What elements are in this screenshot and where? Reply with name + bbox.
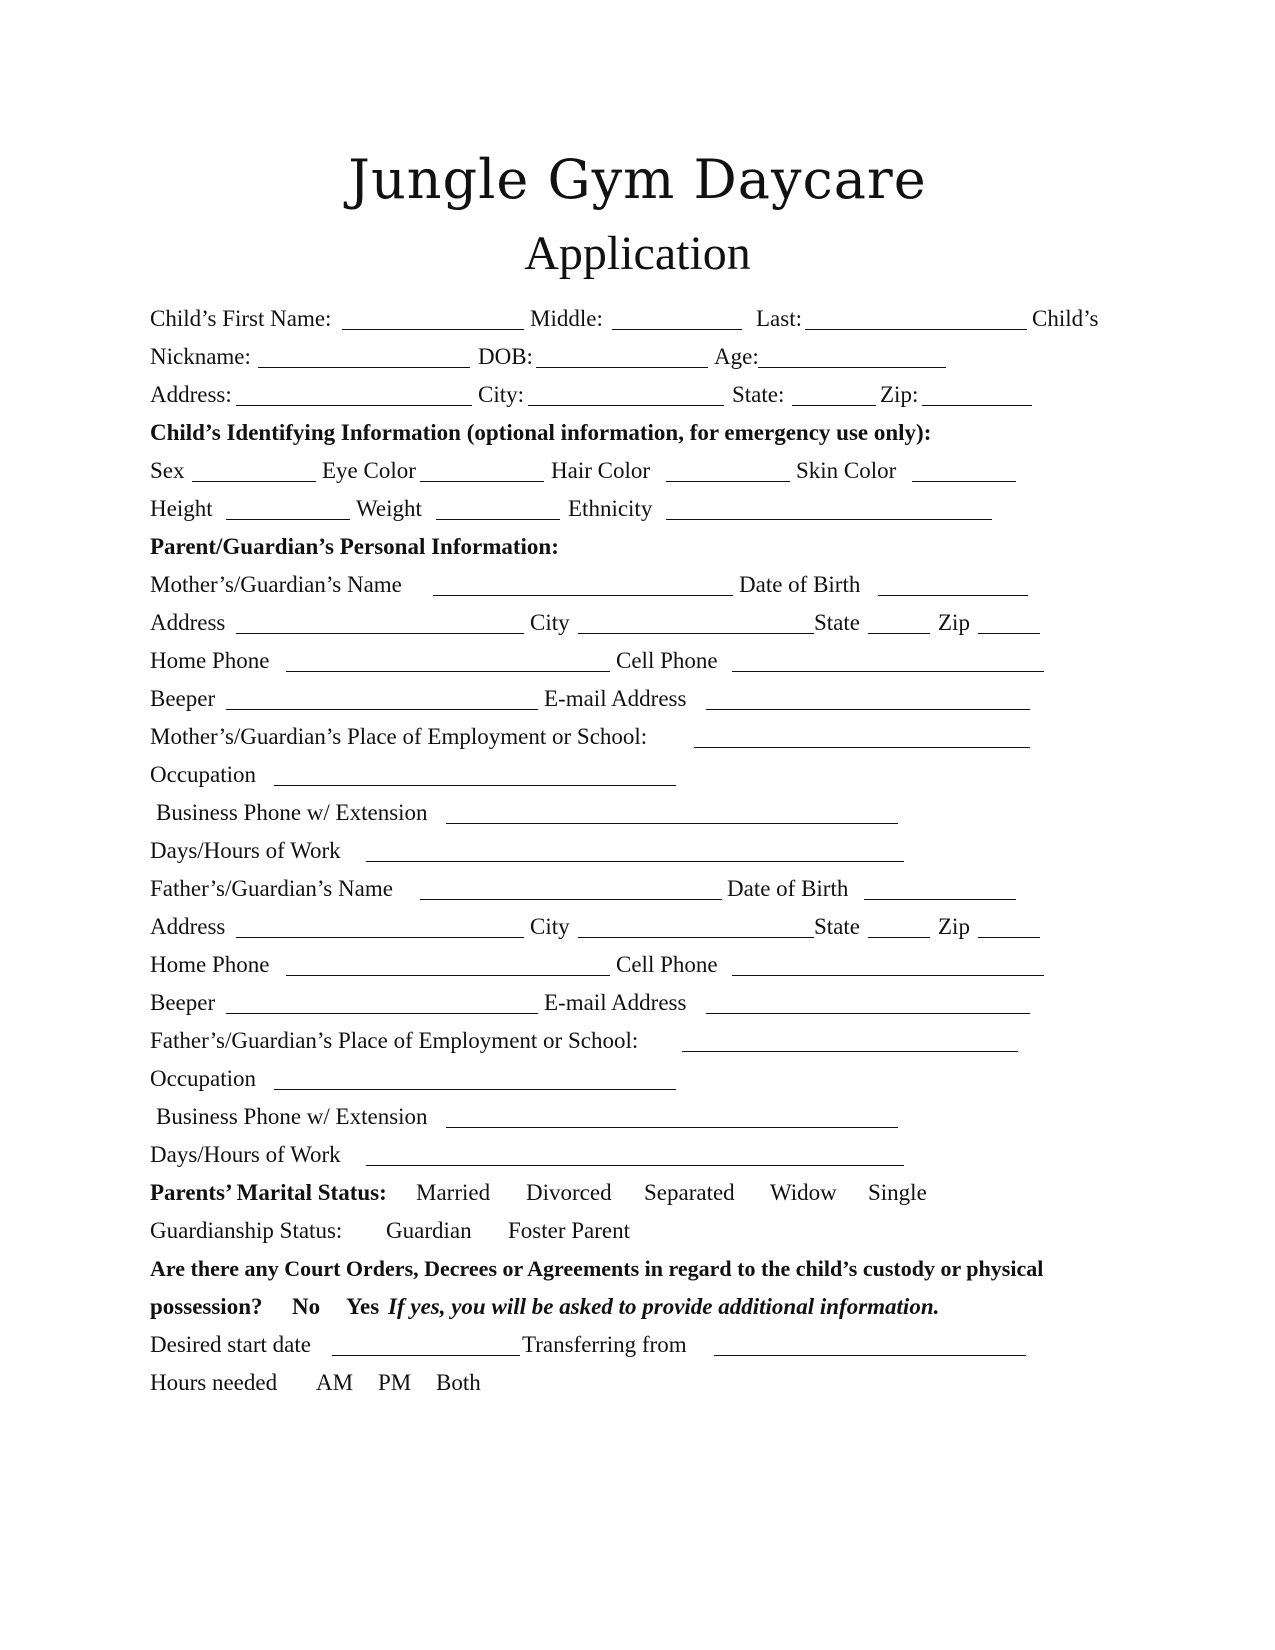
- mother-employment-label: Mother’s/Guardian’s Place of Employment or School:: [150, 724, 648, 749]
- guardianship-option-guardian[interactable]: Guardian: [386, 1218, 472, 1243]
- mother-state-field[interactable]: [868, 608, 930, 634]
- mother-address-label: Address: [150, 610, 226, 635]
- middle-name-field[interactable]: [612, 304, 742, 330]
- father-days-hours-label: Days/Hours of Work: [150, 1142, 341, 1167]
- mother-home-phone-label: Home Phone: [150, 648, 270, 673]
- eye-color-field[interactable]: [420, 456, 544, 482]
- daycare-title: Jungle Gym Daycare: [348, 148, 927, 211]
- mother-business-phone-label: Business Phone w/ Extension: [156, 800, 428, 825]
- father-zip-label: Zip: [938, 914, 970, 939]
- father-name-label: Father’s/Guardian’s Name: [150, 876, 393, 901]
- mother-days-hours-label: Days/Hours of Work: [150, 838, 341, 863]
- mother-home-phone-field[interactable]: [286, 646, 610, 672]
- court-note: If yes, you will be asked to provide additional information.: [388, 1294, 940, 1319]
- guardianship-option-foster-parent[interactable]: Foster Parent: [508, 1218, 631, 1243]
- mother-occupation-label: Occupation: [150, 762, 257, 787]
- application-title: Application: [524, 227, 751, 280]
- father-email-label: E-mail Address: [544, 990, 687, 1015]
- marital-option-widow[interactable]: Widow: [770, 1180, 837, 1205]
- father-cell-phone-field[interactable]: [732, 950, 1044, 976]
- father-business-phone-field[interactable]: [446, 1102, 898, 1128]
- father-home-phone-field[interactable]: [286, 950, 610, 976]
- first-name-label: Child’s First Name:: [150, 306, 332, 331]
- dob-field[interactable]: [536, 342, 708, 368]
- mother-address-field[interactable]: [236, 608, 524, 634]
- court-question: Are there any Court Orders, Decrees or Agreements in regard to the child’s custody or physical: [150, 1256, 1044, 1281]
- zip-field[interactable]: [922, 380, 1032, 406]
- mother-employment-field[interactable]: [694, 722, 1030, 748]
- ethnicity-field[interactable]: [666, 494, 992, 520]
- marital-status-label: Parents’ Marital Status:: [150, 1180, 387, 1205]
- weight-field[interactable]: [436, 494, 560, 520]
- mother-occupation-field[interactable]: [274, 760, 676, 786]
- father-beeper-field[interactable]: [226, 988, 538, 1014]
- mother-beeper-label: Beeper: [150, 686, 216, 711]
- address-label: Address:: [150, 382, 232, 407]
- father-state-label: State: [814, 914, 860, 939]
- mother-name-field[interactable]: [433, 570, 733, 596]
- father-email-field[interactable]: [706, 988, 1030, 1014]
- father-dob-field[interactable]: [864, 874, 1016, 900]
- ethnicity-label: Ethnicity: [568, 496, 653, 521]
- state-label: State:: [732, 382, 785, 407]
- age-field[interactable]: [758, 342, 946, 368]
- father-dob-label: Date of Birth: [727, 876, 849, 901]
- zip-label: Zip:: [880, 382, 919, 407]
- start-date-label: Desired start date: [150, 1332, 311, 1357]
- first-name-field[interactable]: [342, 304, 524, 330]
- father-business-phone-label: Business Phone w/ Extension: [156, 1104, 428, 1129]
- marital-option-married[interactable]: Married: [416, 1180, 491, 1205]
- marital-option-divorced[interactable]: Divorced: [526, 1180, 612, 1205]
- mother-cell-phone-field[interactable]: [732, 646, 1044, 672]
- transferring-field[interactable]: [714, 1330, 1026, 1356]
- sex-field[interactable]: [192, 456, 316, 482]
- mother-days-hours-field[interactable]: [366, 836, 904, 862]
- dob-label: DOB:: [478, 344, 533, 369]
- marital-option-separated[interactable]: Separated: [644, 1180, 735, 1205]
- height-field[interactable]: [226, 494, 350, 520]
- childs-label: Child’s: [1032, 306, 1099, 331]
- middle-name-label: Middle:: [530, 306, 603, 331]
- nickname-field[interactable]: [258, 342, 470, 368]
- father-state-field[interactable]: [868, 912, 930, 938]
- father-days-hours-field[interactable]: [366, 1140, 904, 1166]
- eye-color-label: Eye Color: [322, 458, 416, 483]
- mother-dob-field[interactable]: [878, 570, 1028, 596]
- hair-color-field[interactable]: [666, 456, 790, 482]
- mother-city-field[interactable]: [578, 608, 814, 634]
- weight-label: Weight: [356, 496, 422, 521]
- hours-option-am[interactable]: AM: [316, 1370, 354, 1395]
- father-name-field[interactable]: [420, 874, 722, 900]
- parent-heading: Parent/Guardian’s Personal Information:: [150, 534, 559, 559]
- marital-option-single[interactable]: Single: [868, 1180, 927, 1205]
- height-label: Height: [150, 496, 213, 521]
- father-city-field[interactable]: [578, 912, 814, 938]
- skin-color-label: Skin Color: [796, 458, 897, 483]
- transferring-label: Transferring from: [522, 1332, 687, 1357]
- father-cell-phone-label: Cell Phone: [616, 952, 718, 977]
- mother-state-label: State: [814, 610, 860, 635]
- hours-option-both[interactable]: Both: [436, 1370, 481, 1395]
- last-name-label: Last:: [756, 306, 802, 331]
- hair-color-label: Hair Color: [551, 458, 651, 483]
- mother-email-label: E-mail Address: [544, 686, 687, 711]
- mother-city-label: City: [530, 610, 570, 635]
- mother-business-phone-field[interactable]: [446, 798, 898, 824]
- city-label: City:: [478, 382, 525, 407]
- father-home-phone-label: Home Phone: [150, 952, 270, 977]
- father-city-label: City: [530, 914, 570, 939]
- court-option-yes[interactable]: Yes: [346, 1294, 380, 1319]
- mother-name-label: Mother’s/Guardian’s Name: [150, 572, 402, 597]
- mother-beeper-field[interactable]: [226, 684, 538, 710]
- mother-email-field[interactable]: [706, 684, 1030, 710]
- mother-dob-label: Date of Birth: [739, 572, 861, 597]
- start-date-field[interactable]: [332, 1330, 520, 1356]
- father-employment-field[interactable]: [682, 1026, 1018, 1052]
- last-name-field[interactable]: [805, 304, 1027, 330]
- mother-zip-label: Zip: [938, 610, 970, 635]
- father-occupation-label: Occupation: [150, 1066, 257, 1091]
- father-address-label: Address: [150, 914, 226, 939]
- age-label: Age:: [714, 344, 759, 369]
- state-field[interactable]: [792, 380, 876, 406]
- father-beeper-label: Beeper: [150, 990, 216, 1015]
- father-employment-label: Father’s/Guardian’s Place of Employment or School:: [150, 1028, 639, 1053]
- skin-color-field[interactable]: [912, 456, 1016, 482]
- court-option-no[interactable]: No: [292, 1294, 321, 1319]
- address-field[interactable]: [236, 380, 472, 406]
- father-occupation-field[interactable]: [274, 1064, 676, 1090]
- hours-needed-label: Hours needed: [150, 1370, 278, 1395]
- identifying-heading: Child’s Identifying Information (optional information, for emergency use only):: [150, 420, 932, 445]
- father-address-field[interactable]: [236, 912, 524, 938]
- court-possession-label: possession?: [150, 1294, 263, 1319]
- father-zip-field[interactable]: [978, 912, 1040, 938]
- mother-zip-field[interactable]: [978, 608, 1040, 634]
- sex-label: Sex: [150, 458, 185, 483]
- hours-option-pm[interactable]: PM: [378, 1370, 412, 1395]
- city-field[interactable]: [528, 380, 724, 406]
- guardianship-label: Guardianship Status:: [150, 1218, 343, 1243]
- mother-cell-phone-label: Cell Phone: [616, 648, 718, 673]
- nickname-label: Nickname:: [150, 344, 251, 369]
